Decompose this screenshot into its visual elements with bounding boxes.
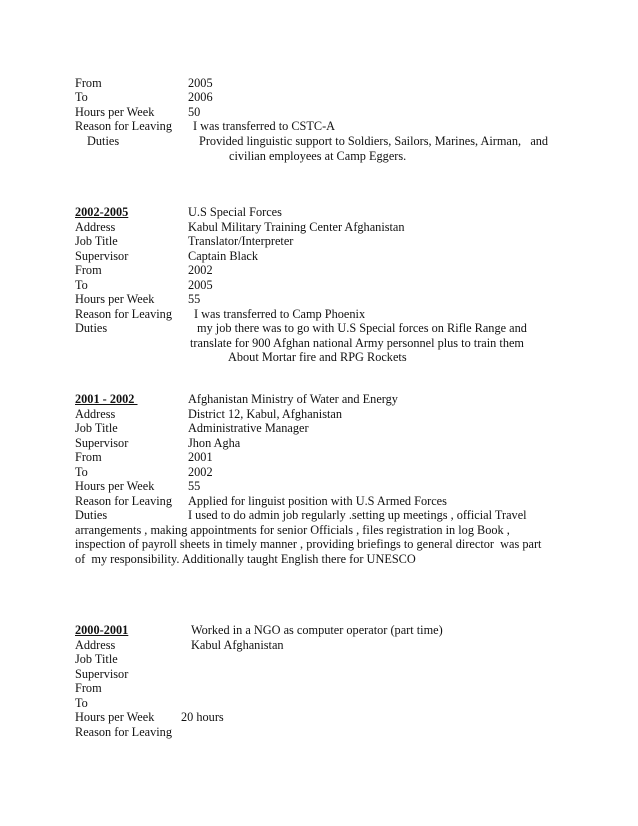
reason-label: Reason for Leaving — [75, 725, 172, 739]
to-value: 2002 — [188, 465, 213, 479]
duties-line: I used to do admin job regularly .setting up meetings , official Travel — [188, 508, 527, 522]
period-heading: 2001 - 2002 — [75, 392, 138, 406]
period-heading: 2000-2001 — [75, 623, 129, 637]
reason-value: Applied for linguist position with U.S Armed Forces — [188, 494, 447, 508]
address-value: Kabul Afghanistan — [191, 638, 284, 652]
address-value: Kabul Military Training Center Afghanistan — [188, 220, 405, 234]
address-label: Address — [75, 220, 116, 234]
hours-value: 55 — [188, 292, 201, 306]
duties-label: Duties — [87, 134, 120, 148]
address-label: Address — [75, 407, 116, 421]
reason-label: Reason for Leaving — [75, 494, 172, 508]
duties-line: my job there was to go with U.S Special forces on Rifle Range and — [197, 321, 527, 335]
from-label: From — [75, 681, 102, 695]
from-value: 2005 — [188, 76, 213, 90]
supervisor-label: Supervisor — [75, 436, 129, 450]
address-label: Address — [75, 638, 116, 652]
supervisor-value: Jhon Agha — [188, 436, 241, 450]
to-label: To — [75, 90, 88, 104]
period-heading: 2002-2005 — [75, 205, 129, 219]
employer: U.S Special Forces — [188, 205, 282, 219]
hours-value: 55 — [188, 479, 201, 493]
reason-label: Reason for Leaving — [75, 307, 172, 321]
duties-line: civilian employees at Camp Eggers. — [229, 149, 407, 163]
duties-line: Provided linguistic support to Soldiers, Sailors, Marines, Airman, and — [199, 134, 549, 148]
to-value: 2005 — [188, 278, 213, 292]
job-title-value: Translator/Interpreter — [188, 234, 294, 248]
reason-value: I was transferred to Camp Phoenix — [194, 307, 366, 321]
address-value: District 12, Kabul, Afghanistan — [188, 407, 343, 421]
supervisor-label: Supervisor — [75, 249, 129, 263]
to-label: To — [75, 696, 88, 710]
supervisor-label: Supervisor — [75, 667, 129, 681]
hours-value: 50 — [188, 105, 201, 119]
from-value: 2002 — [188, 263, 213, 277]
to-label: To — [75, 465, 88, 479]
duties-line: translate for 900 Afghan national Army personnel plus to train them — [190, 336, 524, 350]
from-label: From — [75, 263, 102, 277]
hours-label: Hours per Week — [75, 479, 155, 493]
duties-line: inspection of payroll sheets in timely manner , providing briefings to general director was part — [75, 537, 542, 551]
duties-line: About Mortar fire and RPG Rockets — [228, 350, 407, 364]
job-title-label: Job Title — [75, 234, 118, 248]
hours-value: 20 hours — [181, 710, 224, 724]
duties-line: arrangements , making appointments for senior Officials , files registration in log Book , — [75, 523, 510, 537]
to-value: 2006 — [188, 90, 213, 104]
employer: Worked in a NGO as computer operator (part time) — [191, 623, 443, 637]
reason-label: Reason for Leaving — [75, 119, 172, 133]
hours-label: Hours per Week — [75, 710, 155, 724]
hours-label: Hours per Week — [75, 105, 155, 119]
hours-label: Hours per Week — [75, 292, 155, 306]
from-label: From — [75, 76, 102, 90]
duties-line: of my responsibility. Additionally taught English there for UNESCO — [75, 552, 416, 566]
job-title-label: Job Title — [75, 652, 118, 666]
from-value: 2001 — [188, 450, 213, 464]
from-label: From — [75, 450, 102, 464]
to-label: To — [75, 278, 88, 292]
job-title-label: Job Title — [75, 421, 118, 435]
employer: Afghanistan Ministry of Water and Energy — [188, 392, 398, 406]
reason-value: I was transferred to CSTC-A — [193, 119, 336, 133]
supervisor-value: Captain Black — [188, 249, 259, 263]
duties-label: Duties — [75, 508, 108, 522]
duties-label: Duties — [75, 321, 108, 335]
job-title-value: Administrative Manager — [188, 421, 309, 435]
